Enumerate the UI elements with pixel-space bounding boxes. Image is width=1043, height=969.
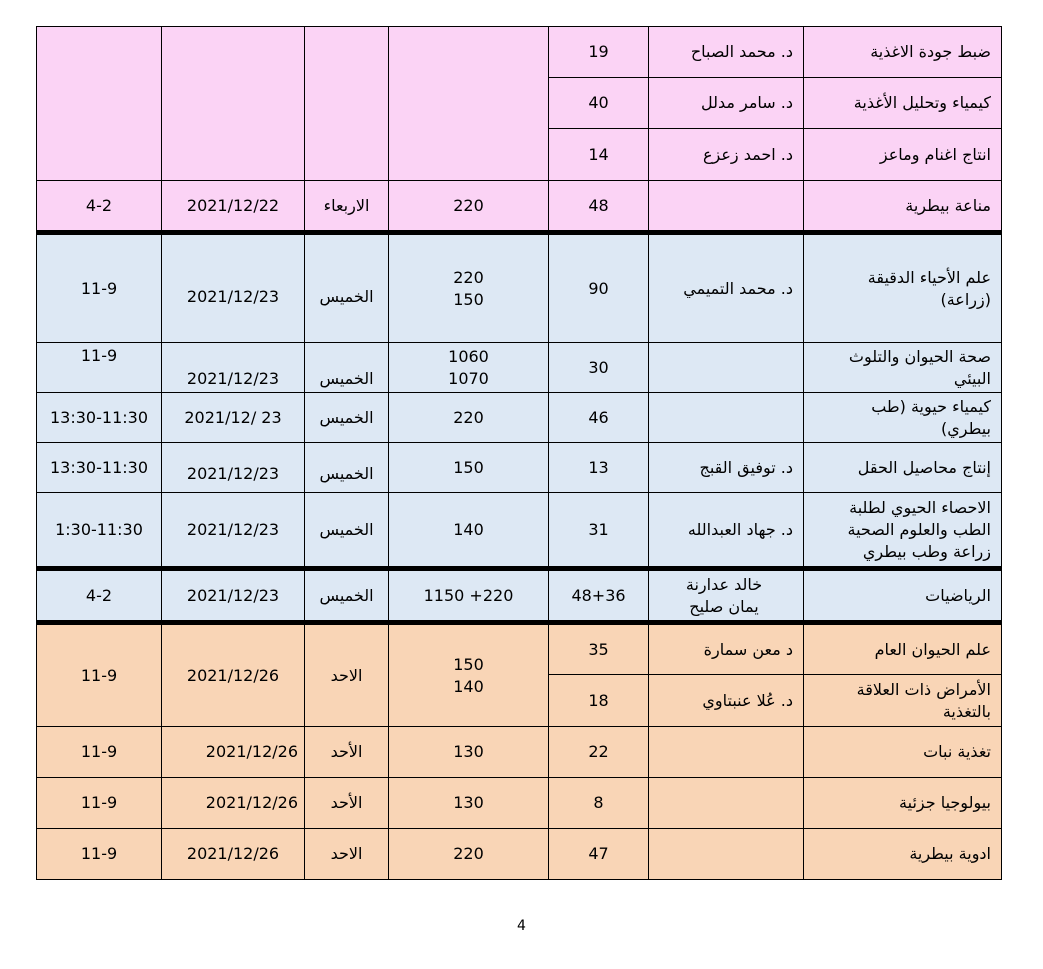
time-cell: 11-9: [37, 829, 162, 880]
hall-line: 150: [453, 289, 484, 309]
students-cell: 22: [549, 727, 649, 778]
students-cell: 46: [549, 393, 649, 443]
time-cell: 11-9: [37, 778, 162, 829]
date-cell: 2021/12/26: [162, 829, 305, 880]
subject-cell: إنتاج محاصيل الحقل: [804, 443, 1002, 493]
students-cell: 13: [549, 443, 649, 493]
date-cell: 2021/12/ 23: [162, 393, 305, 443]
subject-cell: [804, 233, 1002, 343]
table-row: [37, 27, 1002, 78]
day-cell: الخميس: [305, 443, 389, 493]
subject-cell: كيمياء وتحليل الأغذية: [804, 78, 1002, 129]
students-cell: 30: [549, 343, 649, 393]
day-cell: الخميس: [305, 343, 389, 393]
table-row: [37, 569, 1002, 623]
hall-line: 1060: [448, 346, 489, 366]
time-cell: 4-2: [37, 181, 162, 233]
date-cell: [162, 27, 305, 181]
students-cell: 19: [549, 27, 649, 78]
doctor-cell: د. جهاد العبدالله: [649, 493, 804, 569]
doctor-line: يمان صليح: [689, 596, 759, 616]
date-cell: 2021/12/26: [162, 727, 305, 778]
doctor-cell: د. توفيق القبج: [649, 443, 804, 493]
day-cell: الخميس: [305, 493, 389, 569]
date-cell: 2021/12/26: [162, 778, 305, 829]
doctor-cell: [649, 181, 804, 233]
subject-line: علم الأحياء الدقيقة: [867, 267, 991, 287]
students-cell: 48: [549, 181, 649, 233]
doctor-cell: د. سامر مدلل: [649, 78, 804, 129]
day-cell: الاحد: [305, 829, 389, 880]
doctor-cell: [649, 569, 804, 623]
subject-line: (زراعة): [940, 289, 991, 309]
day-cell: الأحد: [305, 778, 389, 829]
day-cell: الخميس: [305, 569, 389, 623]
day-cell: الخميس: [305, 233, 389, 343]
doctor-cell: د معن سمارة: [649, 623, 804, 675]
hall-cell: [389, 27, 549, 181]
day-cell: الاحد: [305, 623, 389, 727]
hall-line: 150: [453, 654, 484, 674]
date-cell: 2021/12/23: [162, 233, 305, 343]
students-cell: 8: [549, 778, 649, 829]
hall-cell: 220: [389, 393, 549, 443]
time-cell: 4-2: [37, 569, 162, 623]
doctor-cell: [649, 343, 804, 393]
subject-cell: بيولوجيا جزئية: [804, 778, 1002, 829]
day-cell: الاربعاء: [305, 181, 389, 233]
subject-cell: [804, 343, 1002, 393]
doctor-cell: د. احمد زعزع: [649, 129, 804, 181]
doctor-cell: د. عُلا عنبتاوي: [649, 675, 804, 727]
exam-schedule-table: [36, 26, 1002, 880]
table-row: [37, 623, 1002, 675]
students-cell: 35: [549, 623, 649, 675]
students-cell: 31: [549, 493, 649, 569]
table-row: [37, 233, 1002, 343]
students-cell: 47: [549, 829, 649, 880]
doctor-cell: د. محمد الصباح: [649, 27, 804, 78]
subject-cell: [804, 675, 1002, 727]
date-cell: 2021/12/23: [162, 493, 305, 569]
date-cell: 2021/12/23: [162, 343, 305, 393]
students-cell: 18: [549, 675, 649, 727]
doctor-cell: د. محمد التميمي: [649, 233, 804, 343]
hall-cell: 130: [389, 727, 549, 778]
day-cell: الخميس: [305, 393, 389, 443]
table-row: [37, 181, 1002, 233]
subject-cell: علم الحيوان العام: [804, 623, 1002, 675]
subject-line: كيمياء حيوية (طب: [871, 396, 991, 416]
hall-cell: 140: [389, 493, 549, 569]
subject-cell: [804, 393, 1002, 443]
doctor-cell: [649, 393, 804, 443]
subject-line: بالتغذية: [942, 701, 991, 721]
table-row: [37, 829, 1002, 880]
subject-line: الطب والعلوم الصحية: [847, 519, 991, 539]
hall-cell: 150: [389, 443, 549, 493]
students-cell: 14: [549, 129, 649, 181]
doctor-cell: [649, 829, 804, 880]
table-row: [37, 727, 1002, 778]
time-cell: 11-9: [37, 343, 162, 393]
date-cell: 2021/12/23: [162, 443, 305, 493]
time-cell: 11-9: [37, 623, 162, 727]
time-cell: 11-9: [37, 727, 162, 778]
subject-cell: ادوية بيطرية: [804, 829, 1002, 880]
hall-line: 220: [453, 267, 484, 287]
subject-cell: مناعة بيطرية: [804, 181, 1002, 233]
day-cell: الأحد: [305, 727, 389, 778]
hall-line: 1070: [448, 368, 489, 388]
date-cell: 2021/12/22: [162, 181, 305, 233]
time-cell: 11-9: [37, 233, 162, 343]
table-row: [37, 343, 1002, 393]
time-cell: 13:30-11:30: [37, 393, 162, 443]
subject-line: البيئي: [953, 368, 991, 388]
subject-line: بيطري): [941, 418, 991, 438]
day-cell: [305, 27, 389, 181]
students-cell: 40: [549, 78, 649, 129]
table-row: [37, 493, 1002, 569]
doctor-line: خالد عدارنة: [685, 574, 763, 594]
page-number: 4: [517, 918, 526, 934]
subject-cell: تغذية نبات: [804, 727, 1002, 778]
time-cell: 13:30-11:30: [37, 443, 162, 493]
subject-line: الاحصاء الحيوي لطلبة: [849, 497, 991, 517]
hall-cell: [389, 343, 549, 393]
subject-cell: الرياضيات: [804, 569, 1002, 623]
table-row: [37, 778, 1002, 829]
hall-cell: 1150 +220: [389, 569, 549, 623]
hall-cell: [389, 233, 549, 343]
subject-cell: انتاج اغنام وماعز: [804, 129, 1002, 181]
date-cell: 2021/12/23: [162, 569, 305, 623]
hall-cell: 130: [389, 778, 549, 829]
doctor-cell: [649, 727, 804, 778]
doctor-cell: [649, 778, 804, 829]
students-cell: 48+36: [549, 569, 649, 623]
hall-line: 140: [453, 676, 484, 696]
time-cell: 1:30-11:30: [37, 493, 162, 569]
hall-cell: 220: [389, 829, 549, 880]
table-row: [37, 393, 1002, 443]
students-cell: 90: [549, 233, 649, 343]
time-cell: [37, 27, 162, 181]
subject-cell: ضبط جودة الاغذية: [804, 27, 1002, 78]
subject-line: الأمراض ذات العلاقة: [856, 679, 991, 699]
subject-cell: [804, 493, 1002, 569]
date-cell: 2021/12/26: [162, 623, 305, 727]
table-row: [37, 443, 1002, 493]
hall-cell: 220: [389, 181, 549, 233]
subject-line: صحة الحيوان والتلوث: [848, 346, 991, 366]
hall-cell: [389, 623, 549, 727]
subject-line: زراعة وطب بيطري: [862, 541, 991, 561]
